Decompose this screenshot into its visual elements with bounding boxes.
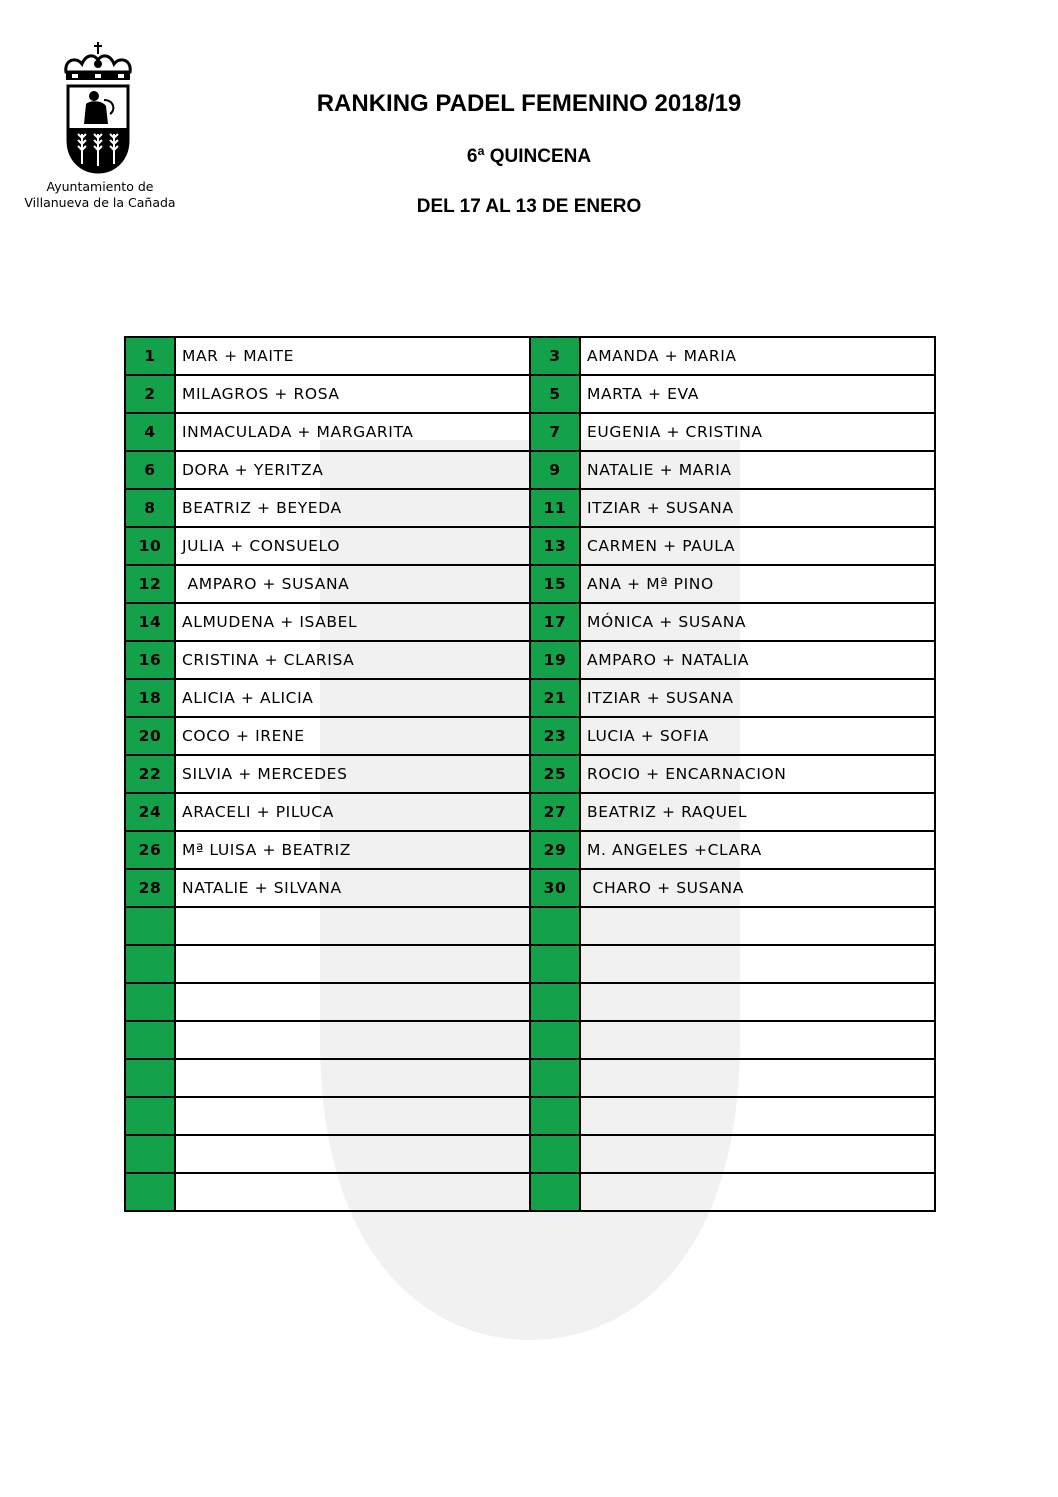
logo-caption-line2: Villanueva de la Cañada xyxy=(24,195,176,210)
rank-cell-right xyxy=(530,907,580,945)
rank-cell-right: 21 xyxy=(530,679,580,717)
pair-cell-left: NATALIE + SILVANA xyxy=(175,869,530,907)
pair-cell-left xyxy=(175,1021,530,1059)
table-row xyxy=(125,945,935,983)
table-row xyxy=(125,1021,935,1059)
pair-cell-right: MÓNICA + SUSANA xyxy=(580,603,935,641)
table-row xyxy=(125,603,935,641)
table-row xyxy=(125,717,935,755)
pair-cell-left: Mª LUISA + BEATRIZ xyxy=(175,831,530,869)
rank-cell-right xyxy=(530,1059,580,1097)
pair-cell-right: LUCIA + SOFIA xyxy=(580,717,935,755)
table-row xyxy=(125,755,935,793)
pair-cell-left xyxy=(175,907,530,945)
table-row xyxy=(125,1135,935,1173)
pair-cell-right: BEATRIZ + RAQUEL xyxy=(580,793,935,831)
pair-cell-left: AMPARO + SUSANA xyxy=(175,565,530,603)
pair-cell-right xyxy=(580,945,935,983)
rank-cell-right xyxy=(530,1021,580,1059)
date-range: DEL 17 AL 13 DE ENERO xyxy=(416,196,642,217)
table-row xyxy=(125,337,935,375)
pair-cell-right: CHARO + SUSANA xyxy=(580,869,935,907)
rank-cell-left: 26 xyxy=(125,831,175,869)
table-row xyxy=(125,831,935,869)
pair-cell-right: AMPARO + NATALIA xyxy=(580,641,935,679)
pair-cell-left: COCO + IRENE xyxy=(175,717,530,755)
pair-cell-left xyxy=(175,983,530,1021)
pair-cell-left: CRISTINA + CLARISA xyxy=(175,641,530,679)
pair-cell-left: ARACELI + PILUCA xyxy=(175,793,530,831)
table-row xyxy=(125,1173,935,1211)
rank-cell-right: 25 xyxy=(530,755,580,793)
rank-cell-left xyxy=(125,1021,175,1059)
rank-cell-right: 17 xyxy=(530,603,580,641)
rank-cell-left xyxy=(125,1059,175,1097)
pair-cell-right: M. ANGELES +CLARA xyxy=(580,831,935,869)
rank-cell-right: 19 xyxy=(530,641,580,679)
rank-cell-right xyxy=(530,1097,580,1135)
table-row xyxy=(125,869,935,907)
pair-cell-right: AMANDA + MARIA xyxy=(580,337,935,375)
pair-cell-right xyxy=(580,1173,935,1211)
rank-cell-right: 27 xyxy=(530,793,580,831)
pair-cell-right: ANA + Mª PINO xyxy=(580,565,935,603)
rank-cell-right: 15 xyxy=(530,565,580,603)
rank-cell-right xyxy=(530,983,580,1021)
pair-cell-right: CARMEN + PAULA xyxy=(580,527,935,565)
page-subtitle: 6ª QUINCENA xyxy=(466,146,592,167)
rank-cell-left: 1 xyxy=(125,337,175,375)
pair-cell-right xyxy=(580,1021,935,1059)
pair-cell-right xyxy=(580,1059,935,1097)
rank-cell-left: 8 xyxy=(125,489,175,527)
pair-cell-right: ROCIO + ENCARNACION xyxy=(580,755,935,793)
table-row xyxy=(125,527,935,565)
rank-cell-left: 24 xyxy=(125,793,175,831)
table-row xyxy=(125,565,935,603)
table-row xyxy=(125,413,935,451)
table-row xyxy=(125,679,935,717)
rank-cell-right: 3 xyxy=(530,337,580,375)
pair-cell-right: MARTA + EVA xyxy=(580,375,935,413)
pair-cell-left xyxy=(175,1173,530,1211)
pair-cell-right xyxy=(580,983,935,1021)
rank-cell-left xyxy=(125,1135,175,1173)
table-row xyxy=(125,451,935,489)
page-title: RANKING PADEL FEMENINO 2018/19 xyxy=(316,90,742,117)
pair-cell-right xyxy=(580,907,935,945)
rank-cell-left: 12 xyxy=(125,565,175,603)
municipal-coat-of-arms xyxy=(20,40,180,220)
pair-cell-right: EUGENIA + CRISTINA xyxy=(580,413,935,451)
table-row xyxy=(125,489,935,527)
rank-cell-left: 28 xyxy=(125,869,175,907)
rank-cell-right xyxy=(530,1135,580,1173)
pair-cell-left xyxy=(175,945,530,983)
table-row xyxy=(125,1097,935,1135)
rank-cell-left xyxy=(125,983,175,1021)
rank-cell-right: 23 xyxy=(530,717,580,755)
pair-cell-left: MAR + MAITE xyxy=(175,337,530,375)
pair-cell-left xyxy=(175,1135,530,1173)
rank-cell-left: 22 xyxy=(125,755,175,793)
pair-cell-left: DORA + YERITZA xyxy=(175,451,530,489)
rank-cell-left: 16 xyxy=(125,641,175,679)
pair-cell-left xyxy=(175,1097,530,1135)
pair-cell-left xyxy=(175,1059,530,1097)
pair-cell-left: MILAGROS + ROSA xyxy=(175,375,530,413)
logo-caption-line1: Ayuntamiento de xyxy=(46,179,154,194)
ranking-table xyxy=(124,336,936,1212)
rank-cell-right: 29 xyxy=(530,831,580,869)
rank-cell-left: 6 xyxy=(125,451,175,489)
rank-cell-left xyxy=(125,1097,175,1135)
pair-cell-right: ITZIAR + SUSANA xyxy=(580,489,935,527)
pair-cell-right xyxy=(580,1135,935,1173)
pair-cell-right: NATALIE + MARIA xyxy=(580,451,935,489)
table-row xyxy=(125,983,935,1021)
table-row xyxy=(125,793,935,831)
pair-cell-left: SILVIA + MERCEDES xyxy=(175,755,530,793)
rank-cell-right: 9 xyxy=(530,451,580,489)
rank-cell-left xyxy=(125,1173,175,1211)
rank-cell-right: 5 xyxy=(530,375,580,413)
table-row xyxy=(125,907,935,945)
rank-cell-right: 30 xyxy=(530,869,580,907)
pair-cell-left: BEATRIZ + BEYEDA xyxy=(175,489,530,527)
rank-cell-left: 10 xyxy=(125,527,175,565)
rank-cell-left xyxy=(125,945,175,983)
pair-cell-right: ITZIAR + SUSANA xyxy=(580,679,935,717)
rank-cell-left: 14 xyxy=(125,603,175,641)
table-row xyxy=(125,641,935,679)
rank-cell-left: 20 xyxy=(125,717,175,755)
rank-cell-left: 4 xyxy=(125,413,175,451)
rank-cell-right: 13 xyxy=(530,527,580,565)
rank-cell-right: 7 xyxy=(530,413,580,451)
table-row xyxy=(125,375,935,413)
rank-cell-left xyxy=(125,907,175,945)
pair-cell-left: INMACULADA + MARGARITA xyxy=(175,413,530,451)
pair-cell-right xyxy=(580,1097,935,1135)
pair-cell-left: ALICIA + ALICIA xyxy=(175,679,530,717)
rank-cell-right xyxy=(530,1173,580,1211)
pair-cell-left: ALMUDENA + ISABEL xyxy=(175,603,530,641)
rank-cell-right: 11 xyxy=(530,489,580,527)
rank-cell-right xyxy=(530,945,580,983)
rank-cell-left: 2 xyxy=(125,375,175,413)
rank-cell-left: 18 xyxy=(125,679,175,717)
table-row xyxy=(125,1059,935,1097)
pair-cell-left: JULIA + CONSUELO xyxy=(175,527,530,565)
